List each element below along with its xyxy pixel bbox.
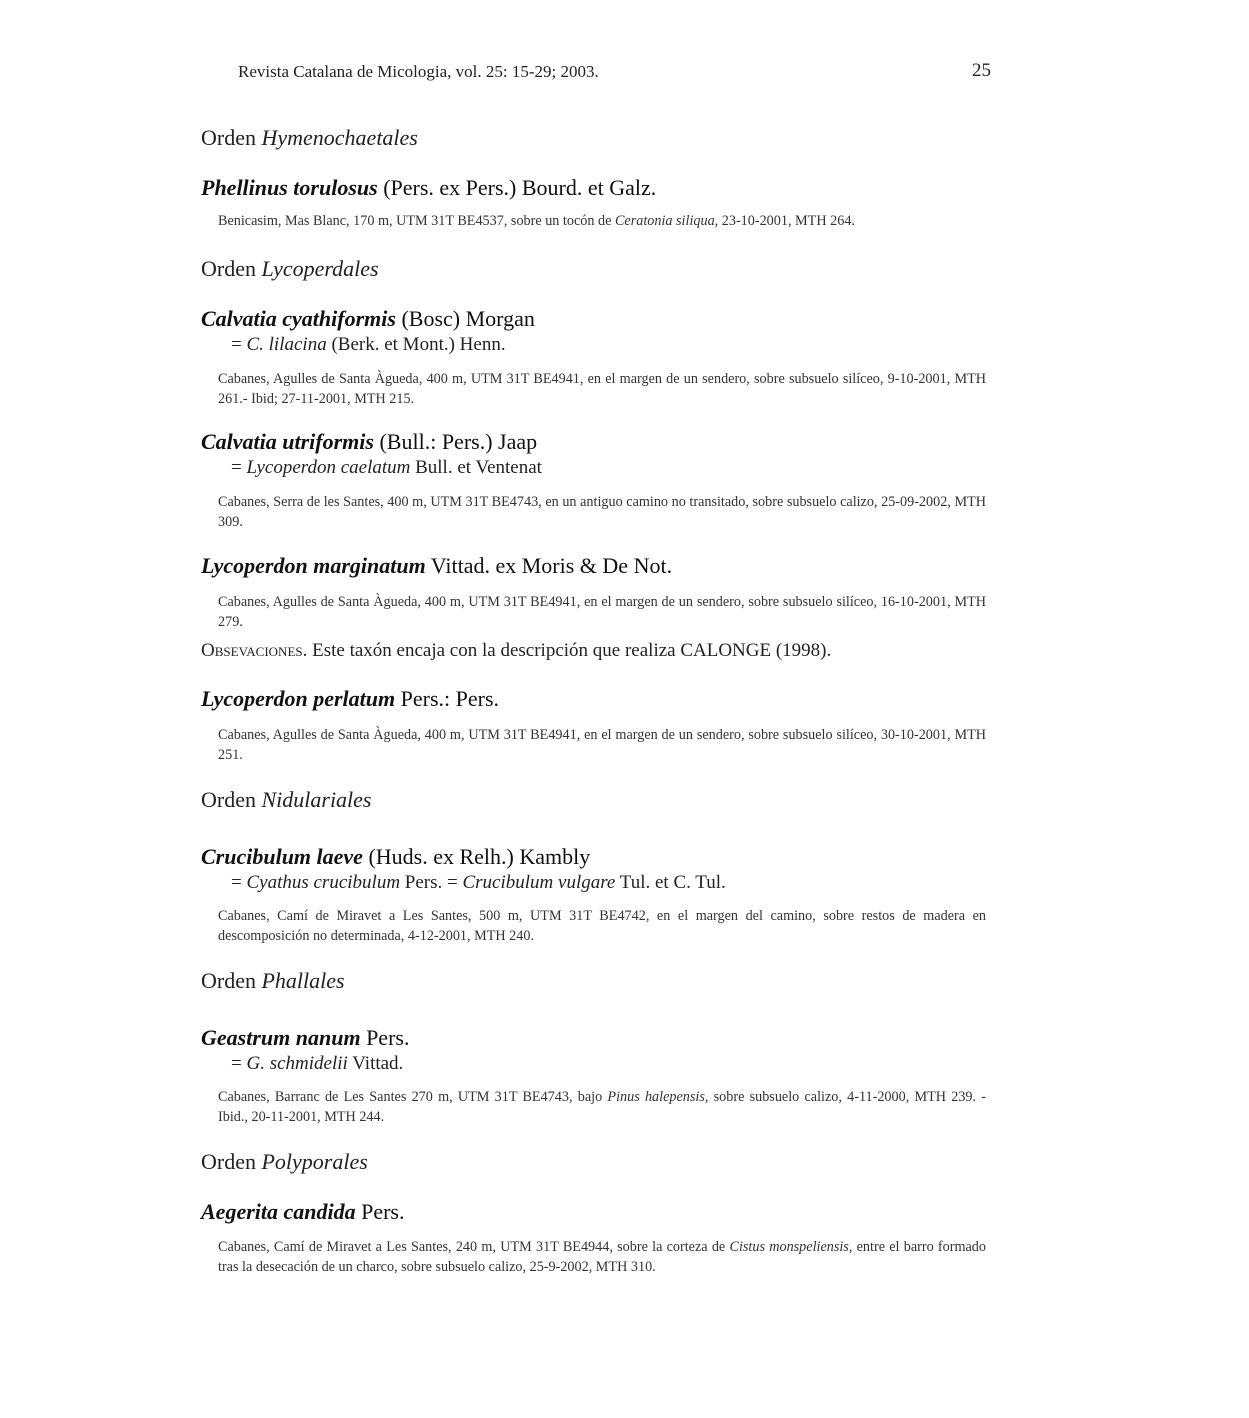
record-calvatia-utriformis: Cabanes, Serra de les Santes, 400 m, UTM 31T BE4743, en un antiguo camino no transitado, sobre subsuelo calizo, 25-09-2002, MTH 309.	[218, 494, 986, 530]
order-heading-nidulariales	[201, 787, 372, 813]
synonym-prefix: =	[231, 334, 247, 355]
species-author: Vittad. ex Moris & De Not.	[425, 553, 673, 578]
record-text: Cabanes, Barranc de Les Santes 270 m, UTM 31T BE4743, bajo	[218, 1089, 608, 1105]
synonym-crucibulum-laeve	[231, 872, 726, 894]
order-label: Orden	[201, 968, 256, 993]
synonym-author: Pers. =	[400, 872, 463, 893]
species-name: Calvatia cyathiformis	[201, 306, 396, 331]
running-head: Revista Catalana de Micologia, vol. 25: 15-29; 2003.	[238, 62, 599, 81]
record-crucibulum-laeve: Cabanes, Camí de Miravet a Les Santes, 500 m, UTM 31T BE4742, en el margen del camino, sobre restos de madera en descomposición no determinada, 4-12-2001, MTH 240.	[218, 908, 986, 944]
record-geastrum-nanum	[218, 1087, 986, 1127]
order-label: Orden	[201, 256, 256, 281]
record-phellinus-torulosus	[218, 211, 986, 231]
species-name: Lycoperdon marginatum	[201, 553, 426, 578]
synonym-author: (Berk. et Mont.) Henn.	[326, 334, 506, 355]
species-name: Lycoperdon perlatum	[201, 686, 396, 711]
synonym-calvatia-utriformis	[231, 457, 542, 479]
species-author: Pers.	[360, 1025, 410, 1050]
species-heading-aegerita-candida	[201, 1199, 405, 1225]
synonym-author: Bull. et Ventenat	[410, 457, 542, 478]
order-name: Nidulariales	[261, 787, 372, 812]
order-label: Orden	[201, 125, 256, 150]
order-name: Phallales	[261, 968, 345, 993]
synonym-calvatia-cyathiformis	[231, 334, 506, 356]
species-heading-crucibulum-laeve	[201, 844, 590, 870]
species-author: (Huds. ex Relh.) Kambly	[362, 844, 591, 869]
record-text: , 23-10-2001, MTH 264.	[714, 213, 855, 229]
order-label: Orden	[201, 787, 256, 812]
order-heading-polyporales	[201, 1149, 368, 1175]
synonym-name: Cyathus crucibulum	[246, 872, 401, 893]
species-name: Calvatia utriformis	[201, 429, 374, 454]
species-heading-lycoperdon-marginatum	[201, 553, 672, 579]
order-heading-lycoperdales	[201, 256, 379, 282]
record-lycoperdon-perlatum: Cabanes, Agulles de Santa Àgueda, 400 m, UTM 31T BE4941, en el margen de un sendero, sobre subsuelo silíceo, 30-10-2001, MTH 251.	[218, 727, 986, 763]
order-name: Hymenochaetales	[261, 125, 418, 150]
species-name: Phellinus torulosus	[201, 175, 378, 200]
order-heading-phallales	[201, 968, 345, 994]
record-lycoperdon-marginatum: Cabanes, Agulles de Santa Àgueda, 400 m, UTM 31T BE4941, en el margen de un sendero, sobre subsuelo silíceo, 16-10-2001, MTH 279.	[218, 594, 986, 630]
synonym-name-2: Crucibulum vulgare	[462, 872, 616, 893]
species-heading-lycoperdon-perlatum	[201, 686, 499, 712]
observation-lycoperdon-marginatum	[201, 640, 831, 662]
species-author: Pers.: Pers.	[395, 686, 500, 711]
observation-text: . Este taxón encaja con la descripción que realiza CALONGE (1998).	[302, 640, 832, 661]
species-heading-calvatia-utriformis	[201, 429, 537, 455]
synonym-author: Vittad.	[347, 1053, 404, 1074]
record-text: , entre el barro formado tras la desecación de un charco, sobre subsuelo calizo, 25-9-2002, MTH 310.	[218, 1239, 986, 1275]
species-name: Geastrum nanum	[201, 1025, 361, 1050]
record-calvatia-cyathiformis: Cabanes, Agulles de Santa Àgueda, 400 m, UTM 31T BE4941, en el margen de un sendero, sobre subsuelo silíceo, 9-10-2001, MTH 261.- Ibid; 27-11-2001, MTH 215.	[218, 371, 986, 407]
host-name: Cistus monspeliensis	[729, 1239, 849, 1255]
record-aegerita-candida	[218, 1237, 986, 1277]
species-author: Pers.	[355, 1199, 405, 1224]
order-name: Polyporales	[261, 1149, 368, 1174]
page-number: 25	[972, 60, 991, 81]
observation-label: Obsevaciones	[201, 640, 303, 661]
species-author: (Bosc) Morgan	[395, 306, 535, 331]
synonym-name: C. lilacina	[246, 334, 327, 355]
species-name: Aegerita candida	[201, 1199, 356, 1224]
host-name: Ceratonia siliqua	[614, 213, 715, 229]
synonym-prefix: =	[231, 457, 247, 478]
record-text: , sobre subsuelo calizo, 4-11-2000, MTH 239. - Ibid., 20-11-2001, MTH 244.	[218, 1089, 987, 1125]
synonym-name: Lycoperdon caelatum	[246, 457, 411, 478]
synonym-author-2: Tul. et C. Tul.	[615, 872, 726, 893]
synonym-name: G. schmidelii	[246, 1053, 348, 1074]
species-author: (Pers. ex Pers.) Bourd. et Galz.	[377, 175, 657, 200]
species-author: (Bull.: Pers.) Jaap	[373, 429, 538, 454]
synonym-prefix: =	[231, 1053, 247, 1074]
species-heading-phellinus-torulosus	[201, 175, 656, 201]
order-name: Lycoperdales	[261, 256, 379, 281]
species-heading-geastrum-nanum	[201, 1025, 409, 1051]
synonym-geastrum-nanum	[231, 1053, 403, 1075]
record-text: Cabanes, Camí de Miravet a Les Santes, 240 m, UTM 31T BE4944, sobre la corteza de	[218, 1239, 730, 1255]
species-heading-calvatia-cyathiformis	[201, 306, 535, 332]
species-name: Crucibulum laeve	[201, 844, 363, 869]
synonym-prefix: =	[231, 872, 247, 893]
order-label: Orden	[201, 1149, 256, 1174]
record-text: Benicasim, Mas Blanc, 170 m, UTM 31T BE4537, sobre un tocón de	[218, 213, 615, 229]
host-name: Pinus halepensis	[607, 1089, 705, 1105]
order-heading-hymenochaetales	[201, 125, 418, 151]
